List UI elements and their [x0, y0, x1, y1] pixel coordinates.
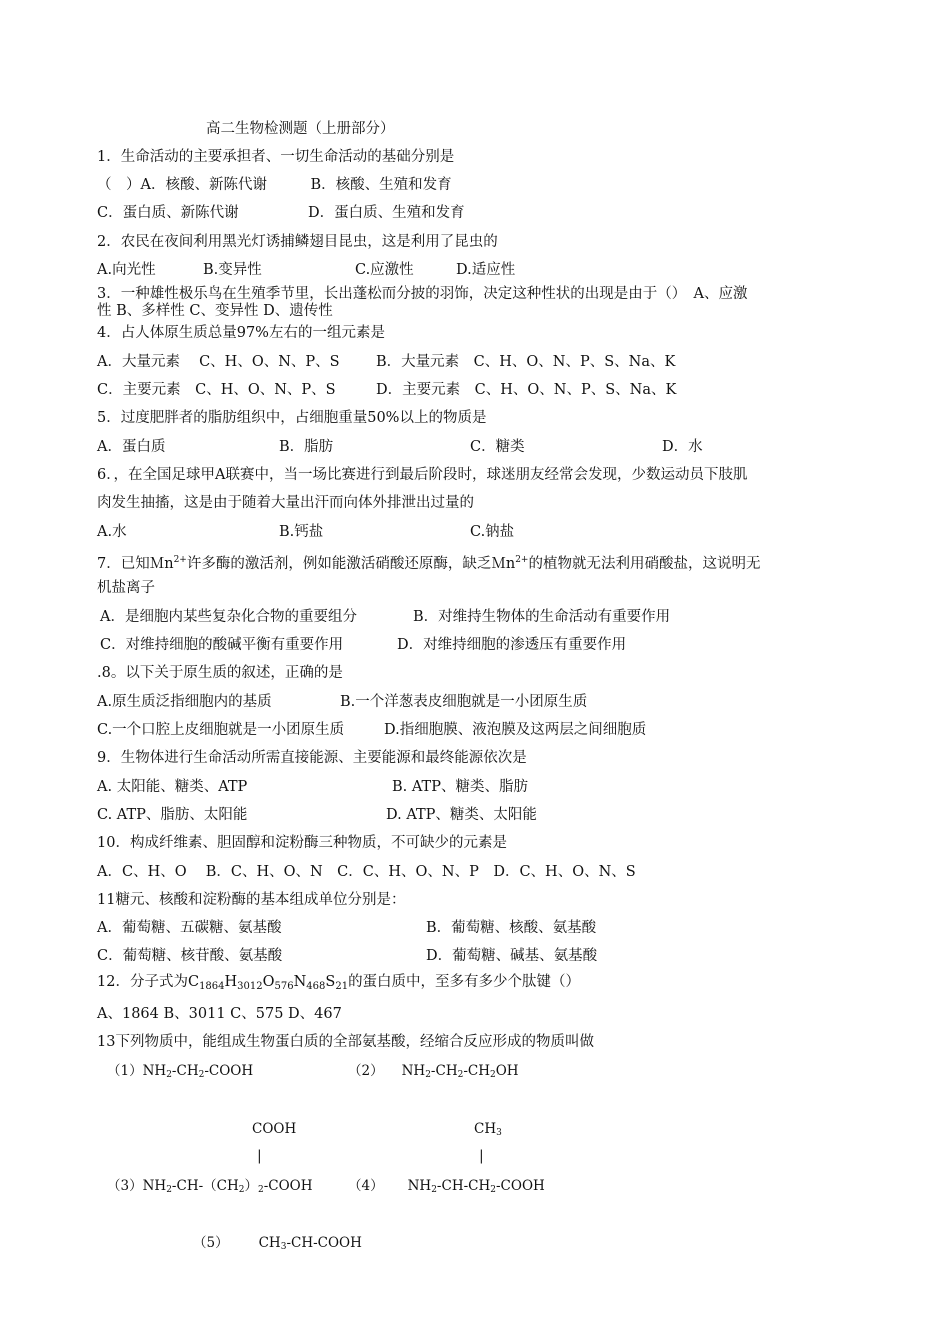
formula-part: -CH	[171, 1063, 199, 1079]
question-5-option-b: B．脂肪	[279, 439, 334, 455]
question-11-option-c: C．葡萄糖、核苷酸、氨基酸	[97, 948, 283, 964]
formula-subscript: 21	[335, 981, 349, 992]
question-9-stem: 9．生物体进行生命活动所需直接能源、主要能源和最终能源依次是	[97, 750, 527, 766]
formula-part: -CH	[430, 1063, 458, 1079]
formula-1	[107, 1061, 253, 1085]
formula-part: -COOH	[204, 1063, 254, 1079]
formula-part: NH	[142, 1178, 167, 1194]
page-title: 高二生物检测题（上册部分）	[206, 121, 395, 137]
superscript-charge: 2+	[515, 555, 529, 565]
formula-4-side-group	[474, 1119, 502, 1143]
formula-5-number: （5）	[193, 1235, 229, 1251]
question-9-option-b: B. ATP、糖类、脂肪	[392, 779, 528, 795]
formula-subscript: 2	[166, 1185, 172, 1195]
question-4-option-d: D．主要元素 C、H、O、N、P、S、Na、K	[376, 382, 677, 398]
question-12-options: A、1864 B、3011 C、575 D、467	[97, 1006, 342, 1022]
formula-part: -CH-（CH	[171, 1178, 239, 1194]
formula-4-number: （4）	[348, 1178, 384, 1194]
question-6-option-a: A.水	[97, 524, 127, 540]
question-5-option-a: A．蛋白质	[97, 439, 166, 455]
formula-2-number: （2）	[348, 1063, 384, 1079]
formula-subscript: 2	[431, 1185, 437, 1195]
formula-subscript: 2	[425, 1070, 431, 1080]
question-8-option-b: B.一个洋葱表皮细胞就是一小团原生质	[340, 694, 588, 710]
question-12-stem	[97, 972, 580, 997]
formula-subscript: 576	[274, 981, 294, 992]
question-7-text-2: 许多酶的激活剂，例如能激活硝酸还原酶，缺乏Ｍn	[186, 556, 516, 572]
formula-subscript: 2	[457, 1070, 464, 1080]
formula-part: -COOH	[263, 1178, 313, 1194]
formula-subscript: 1864	[199, 981, 225, 992]
formula-part: NH	[142, 1063, 167, 1079]
formula-element-c: C	[187, 974, 200, 990]
question-9-option-d: D. ATP、糖类、太阳能	[386, 807, 537, 823]
question-8-option-d: D.指细胞膜、液泡膜及这两层之间细胞质	[384, 722, 647, 738]
formula-element-n: N	[293, 974, 307, 990]
question-11-option-b: B．葡萄糖、核酸、氨基酸	[426, 920, 597, 936]
formula-subscript: 468	[306, 981, 326, 992]
question-5-option-d: D．水	[662, 439, 703, 455]
formula-5	[193, 1233, 362, 1257]
question-2-option-d: D.适应性	[456, 262, 516, 278]
formula-subscript: 2	[490, 1070, 496, 1080]
formula-subscript: 2	[166, 1070, 172, 1080]
question-8-option-c: C.一个口腔上皮细胞就是一小团原生质	[97, 722, 345, 738]
question-4-stem: 4．占人体原生质总量97%左右的一组元素是	[97, 325, 385, 341]
question-2-option-c: C.应激性	[355, 262, 414, 278]
question-7-line-1	[97, 550, 760, 574]
formula-1-number: （1）	[107, 1063, 143, 1079]
question-6-line-1: 6．，在全国足球甲A联赛中，当一场比赛进行到最后阶段时，球迷朋友经常会发现，少数运动员下肢肌	[97, 467, 748, 483]
formula-part: -CH-COOH	[286, 1235, 362, 1251]
superscript-charge: 2+	[173, 555, 187, 565]
question-9-option-c: C. ATP、脂肪、太阳能	[97, 807, 248, 823]
formula-part: -CH	[463, 1063, 490, 1079]
formula-subscript: 2	[490, 1185, 496, 1195]
formula-part: -CH-CH	[436, 1178, 491, 1194]
question-2-option-b: B.变异性	[203, 262, 262, 278]
question-1-option-c: C．蛋白质、新陈代谢	[97, 205, 239, 221]
formula-3-side-group: COOH	[252, 1121, 297, 1137]
formula-3-bond: |	[257, 1148, 262, 1164]
question-4-option-c: C．主要元素 C、H、O、N、P、S	[97, 382, 336, 398]
question-7-option-c: C．对维持细胞的酸碱平衡有重要作用	[100, 637, 344, 653]
formula-4	[348, 1176, 545, 1200]
question-3-line-1: 3．一种雄性极乐鸟在生殖季节里，长出蓬松而分披的羽饰，决定这种性状的出现是由于（） A、应激	[97, 286, 748, 302]
formula-2	[348, 1061, 519, 1085]
question-5-option-c: C．糖类	[470, 439, 525, 455]
question-7-line-2: 机盐离子	[97, 580, 155, 596]
formula-4-bond: |	[479, 1148, 484, 1164]
formula-part: NH	[407, 1178, 432, 1194]
question-6-option-c: C.钠盐	[470, 524, 515, 540]
formula-subscript: 3012	[237, 981, 263, 992]
question-4-option-a: A．大量元素 C、H、O、N、P、S	[97, 354, 340, 370]
question-7-option-b: B．对维持生物体的生命活动有重要作用	[413, 609, 671, 625]
question-8-stem: .8。以下关于原生质的叙述，正确的是	[97, 665, 343, 681]
formula-part: NH	[401, 1063, 426, 1079]
formula-part: -COOH	[495, 1178, 545, 1194]
question-7-option-d: D．对维持细胞的渗透压有重要作用	[397, 637, 627, 653]
formula-element-o: O	[262, 974, 275, 990]
question-11-option-a: A．葡萄糖、五碳糖、氨基酸	[97, 920, 282, 936]
question-12-lead: 12．分子式为	[97, 974, 188, 990]
question-11-option-d: D．葡萄糖、碱基、氨基酸	[426, 948, 598, 964]
formula-subscript: 3	[280, 1242, 287, 1252]
question-8-option-a: A.原生质泛指细胞内的基质	[97, 694, 272, 710]
question-10-stem: 10．构成纤维素、胆固醇和淀粉酶三种物质，不可缺少的元素是	[97, 835, 507, 851]
formula-subscript: 2	[238, 1185, 245, 1195]
formula-3-number: （3）	[107, 1178, 143, 1194]
question-2-stem: 2．农民在夜间利用黑光灯诱捕鳞翅目昆虫，这是利用了昆虫的	[97, 234, 498, 250]
formula-subscript: 2	[198, 1070, 205, 1080]
question-9-option-a: A. 太阳能、糖类、ATP	[97, 779, 248, 795]
formula-part: ）	[244, 1178, 258, 1194]
question-5-stem: 5．过度肥胖者的脂肪组织中，占细胞重量50%以上的物质是	[97, 410, 487, 426]
question-10-options: A．C、H、O B．C、H、O、N C．C、H、O、N、P D．C、H、O、N、S	[97, 864, 636, 880]
formula-subscript: 2	[257, 1185, 264, 1195]
question-13-stem: 13下列物质中，能组成生物蛋白质的全部氨基酸，经缩合反应形成的物质叫做	[97, 1034, 594, 1050]
question-1-stem: 1．生命活动的主要承担者、一切生命活动的基础分别是	[97, 149, 455, 165]
question-6-option-b: B.钙盐	[279, 524, 324, 540]
question-6-line-2: 肉发生抽搐，这是由于随着大量出汗而向体外排泄出过量的	[97, 495, 474, 511]
question-12-tail: 的蛋白质中，至多有多少个肽键（）	[348, 974, 581, 990]
question-7-text-1: 7．已知Ｍn	[97, 556, 174, 572]
formula-3	[107, 1176, 313, 1200]
formula-subscript: 3	[496, 1128, 502, 1138]
question-2-option-a: A.向光性	[97, 262, 156, 278]
formula-element-h: H	[224, 974, 238, 990]
formula-part: CH	[258, 1235, 281, 1251]
question-1-option-d: D．蛋白质、生殖和发育	[308, 205, 465, 221]
formula-part: OH	[495, 1063, 519, 1079]
question-4-option-b: B．大量元素 C、H、O、N、P、S、Na、K	[376, 354, 676, 370]
formula-part: CH	[474, 1121, 497, 1137]
question-11-stem: 11糖元、核酸和淀粉酶的基本组成单位分别是：	[97, 892, 406, 908]
question-1-options-ab: （ ）A．核酸、新陈代谢 B．核酸、生殖和发育	[97, 177, 452, 193]
question-3-line-2: 性 B、多样性 C、变异性 D、遗传性	[97, 303, 333, 319]
question-7-text-3: 的植物就无法利用硝酸盐，这说明无	[528, 556, 761, 572]
formula-element-s: S	[325, 974, 336, 990]
question-7-option-a: A．是细胞内某些复杂化合物的重要组分	[100, 609, 357, 625]
